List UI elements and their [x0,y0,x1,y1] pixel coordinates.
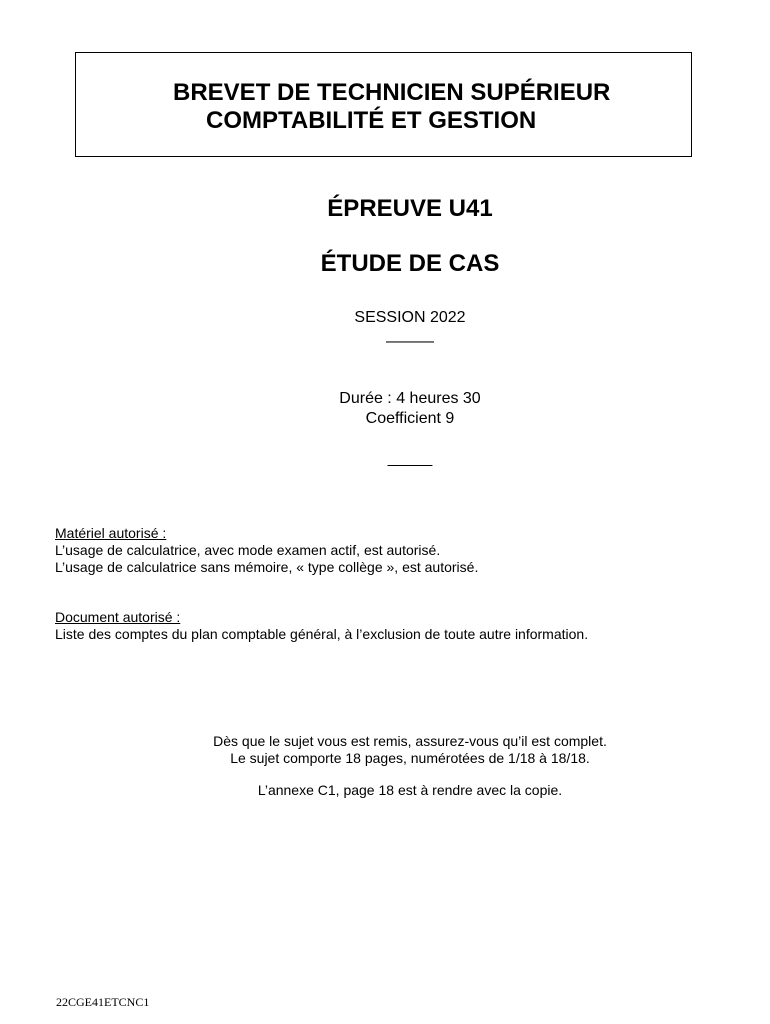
session-label: SESSION 2022 [354,309,466,326]
coefficient-label: Coefficient 9 [365,410,455,427]
title-box [75,52,692,157]
diploma-title-line1: BREVET DE TECHNICIEN SUPÉRIEUR [173,79,611,106]
materiel-line2: L’usage de calculatrice sans mémoire, « type collège », est autorisé. [55,559,479,575]
instructions-block [110,733,710,799]
epreuve-title: ÉPREUVE U41 [327,195,493,222]
instruction-line3: L’annexe C1, page 18 est à rendre avec la copie. [257,782,563,798]
separator-top: ——— [386,333,434,350]
separator-bottom: _____ [387,450,433,467]
materiel-line1: L’usage de calculatrice, avec mode examen actif, est autorisé. [55,542,441,558]
duration-label: Durée : 4 heures 30 [339,390,481,407]
materiel-section [55,525,478,576]
instruction-line1: Dès que le sujet vous est remis, assurez-vous qu’il est complet. [213,733,607,749]
instruction-line2: Le sujet comporte 18 pages, numérotées de 1/18 à 18/18. [230,750,590,766]
document-heading: Document autorisé : [55,609,181,625]
diploma-title-line2: COMPTABILITÉ ET GESTION [206,107,537,134]
subject-title: ÉTUDE DE CAS [320,250,500,277]
materiel-heading: Matériel autorisé : [55,525,167,541]
document-code: 22CGE41ETCNC1 [56,995,150,1009]
document-line1: Liste des comptes du plan comptable général, à l’exclusion de toute autre information. [55,626,589,642]
document-section [55,609,588,643]
